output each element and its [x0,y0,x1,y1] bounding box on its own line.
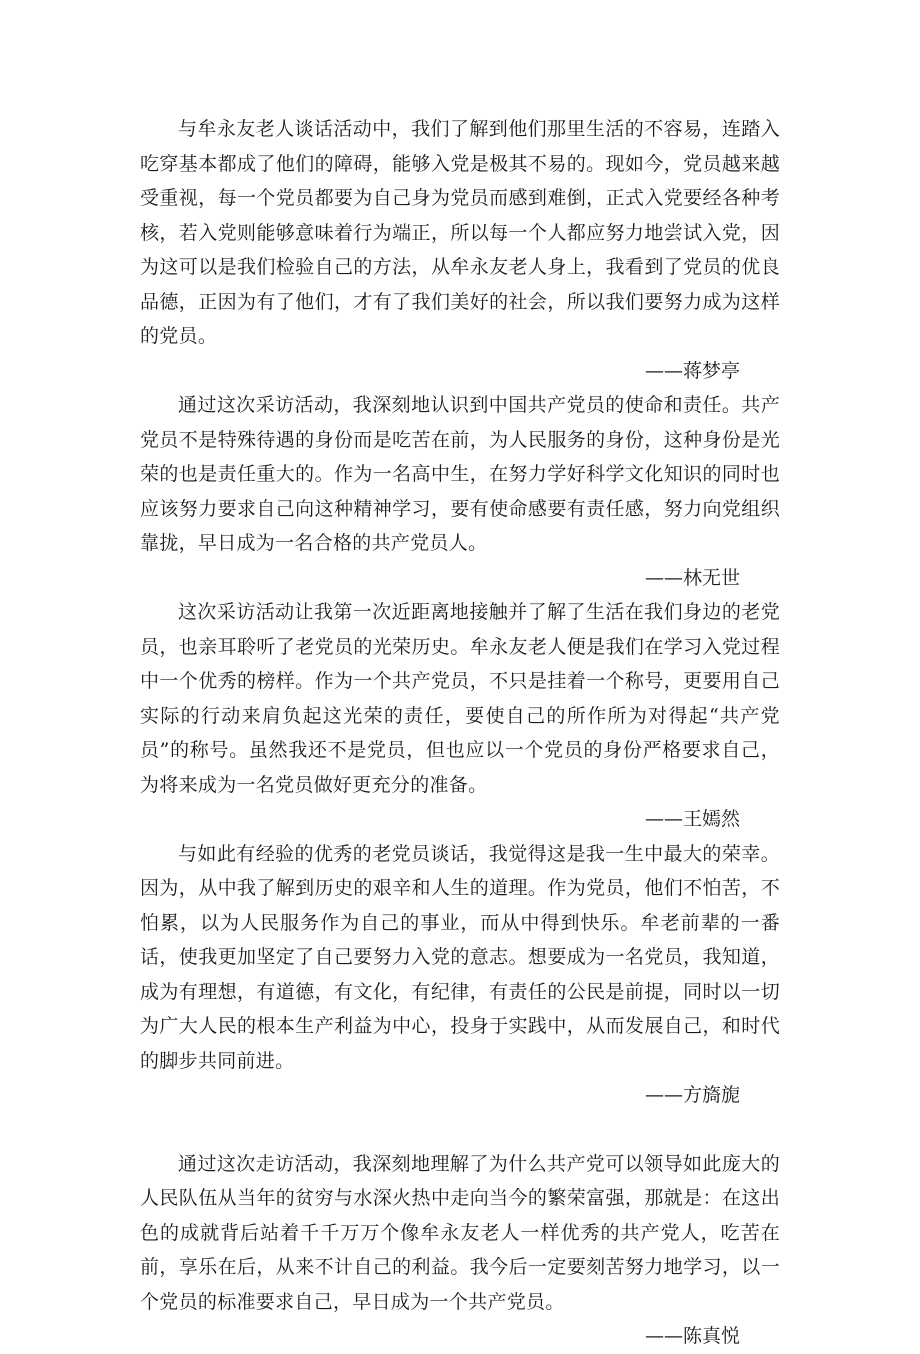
author-signature: ——林无世 [644,566,740,589]
reflection-entry-1 [140,112,780,388]
reflection-entry-2 [140,388,780,595]
reflection-entry-3 [140,595,780,837]
reflection-entry-5 [140,1147,780,1354]
reflection-paragraph: 与牟永友老人谈话活动中，我们了解到他们那里生活的不容易，连踏入吃穿基本都成了他们的障碍，能够入党是极其不易的。现如今，党员越来越受重视，每一个党员都要为自己身为党员而感到难倒，正式入党要经各种考核，若入党则能够意味着行为端正，所以每一个人都应努力地尝试入党，因为这可以是我们检验自己的方法，从牟永友老人身上，我看到了党员的优良品德，正因为有了他们，才有了我们美好的社会，所以我们要努力成为这样的党员。 [140,118,780,347]
reflection-paragraph: 与如此有经验的优秀的老党员谈话，我觉得这是我一生中最大的荣幸。因为，从中我了解到历史的艰辛和人生的道理。作为党员，他们不怕苦，不怕累，以为人民服务作为自己的事业，而从中得到快乐。牟老前辈的一番话，使我更加坚定了自己要努力入党的意志。想要成为一名党员，我知道，成为有理想，有道德，有文化，有纪律，有责任的公民是前提，同时以一切为广大人民的根本生产利益为中心，投身于实践中，从而发展自己，和时代的脚步共同前进。 [140,842,780,1072]
author-signature: ——王嫣然 [644,808,740,830]
author-signature: ——方旖旎 [644,1084,740,1106]
reflection-paragraph: 通过这次走访活动，我深刻地理解了为什么共产党可以领导如此庞大的人民队伍从当年的贫穷与水深火热中走向当今的繁荣富强，那就是：在这出色的成就背后站着千千万万个像牟永友老人一样优秀的共产党人，吃苦在前，享乐在后，从来不计自己的利益。我今后一定要刻苦努力地学习，以一个党员的标准要求自己，早日成为一个共产党员。 [140,1152,780,1313]
author-signature: ——蒋梦亭 [644,359,740,382]
reflection-paragraph: 通过这次采访活动，我深刻地认识到中国共产党员的使命和责任。共产党员不是特殊待遇的身份而是吃苦在前，为人民服务的身份，这种身份是光荣的也是责任重大的。作为一名高中生，在努力学好科学文化知识的同时也应该努力要求自己向这种精神学习，要有使命感要有责任感，努力向党组织靠拢，早日成为一名合格的共产党员人。 [140,394,780,554]
document-page [140,112,780,1354]
blank-line [140,1113,780,1147]
reflection-entry-4 [140,837,780,1113]
author-signature: ——陈真悦 [644,1325,740,1347]
reflection-paragraph: 这次采访活动让我第一次近距离地接触并了解了生活在我们身边的老党员，也亲耳聆听了老党员的光荣历史。牟永友老人便是我们在学习入党过程中一个优秀的榜样。作为一个共产党员，不只是挂着一个称号，更要用自己实际的行动来肩负起这光荣的责任，要使自己的所作所为对得起“共产党员”的称号。虽然我还不是党员，但也应以一个党员的身份严格要求自己，为将来成为一名党员做好更充分的准备。 [140,601,780,796]
